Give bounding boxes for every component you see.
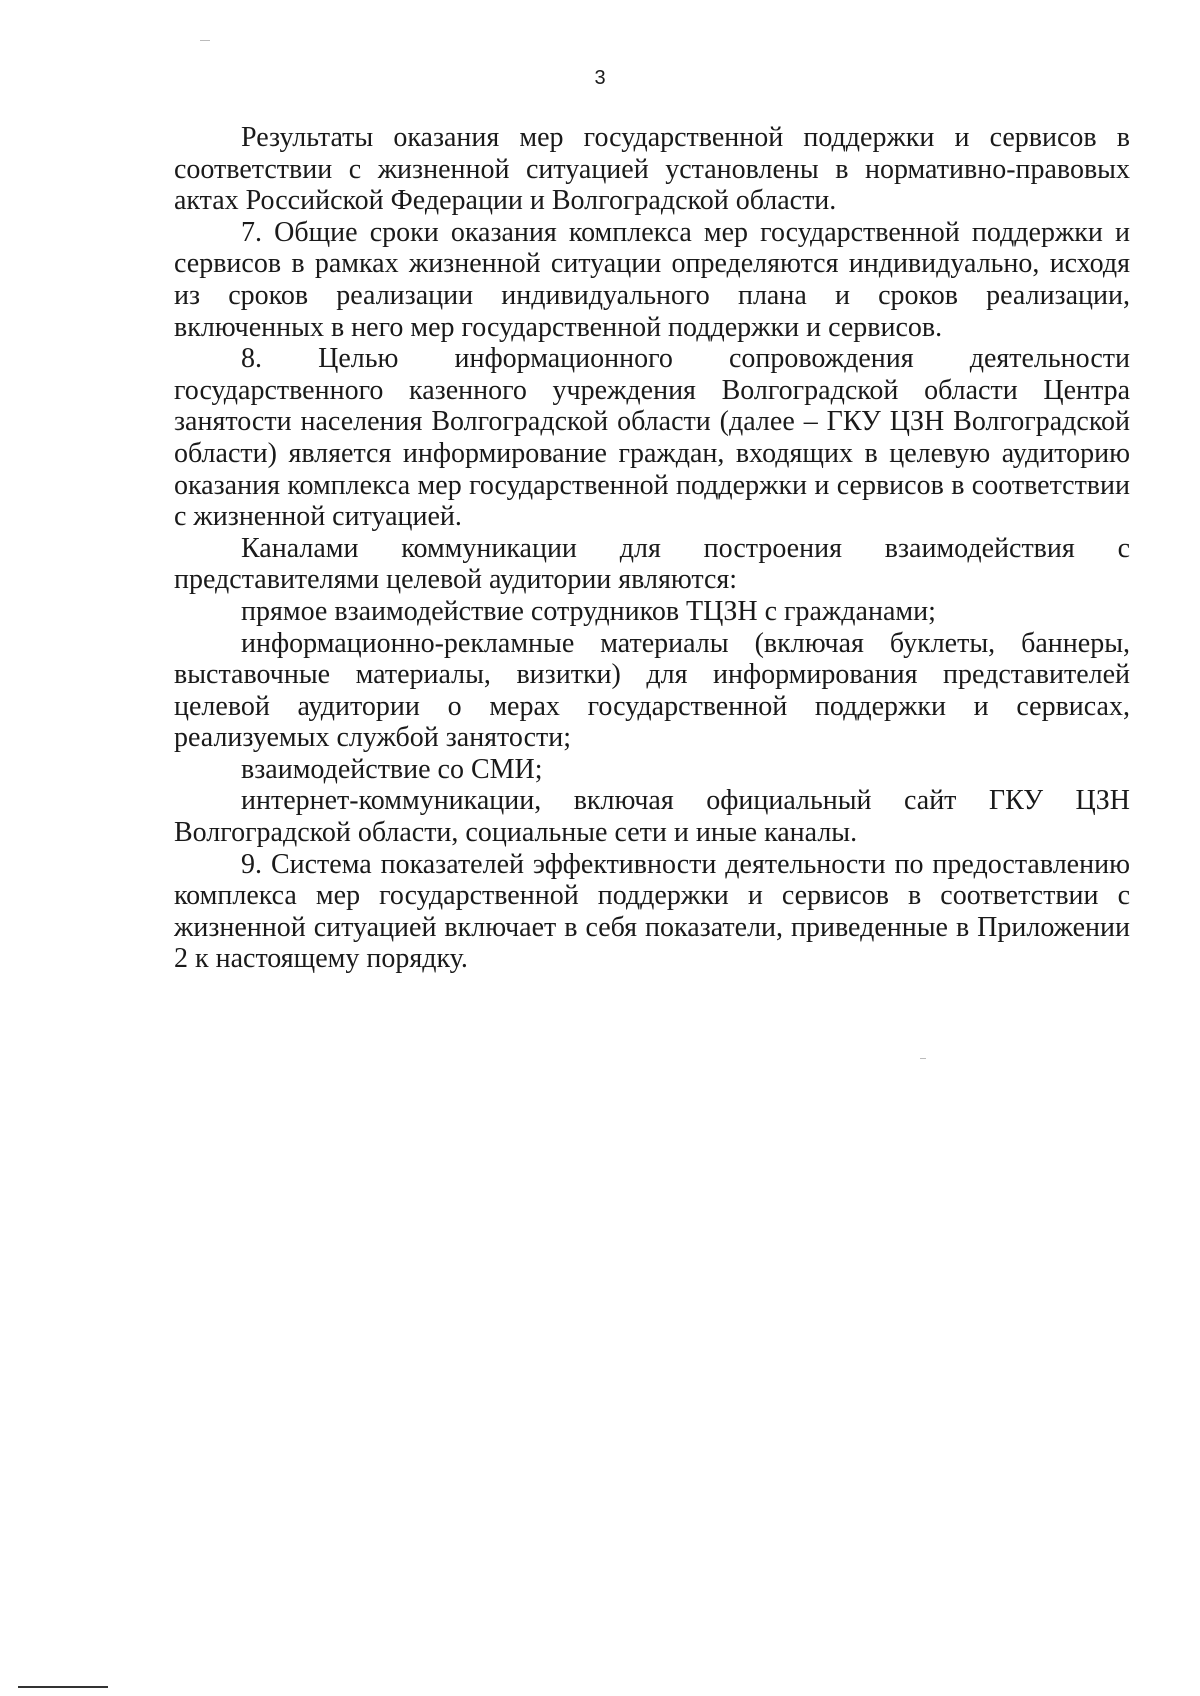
list-item-advertising-materials: информационно-рекламные материалы (включая буклеты, баннеры, выставочные материалы, визитки) для информирования представителей целевой аудитории о мерах государственной поддержки и сервисах, реализуемых службой занятости; xyxy=(174,627,1130,754)
paragraph-9-indicators: 9. Система показателей эффективности деятельности по предоставлению комплекса мер государственной поддержки и сервисов в соответствии с жизненной ситуацией включает в себя показатели, приведенные в Приложении 2 к настоящему порядку. xyxy=(174,848,1130,975)
paragraph-results: Результаты оказания мер государственной поддержки и сервисов в соответствии с жизненной ситуацией установлены в нормативно-правовых актах Российской Федерации и Волгоградской области. xyxy=(174,122,1130,217)
scan-speck xyxy=(920,1058,926,1059)
paragraph-channels-intro: Каналами коммуникации для построения взаимодействия с представителями целевой аудитории являются: xyxy=(174,532,1130,596)
list-item-direct-interaction: прямое взаимодействие сотрудников ТЦЗН с гражданами; xyxy=(241,595,936,627)
scan-speck xyxy=(200,40,210,41)
list-item-internet: интернет-коммуникации, включая официальный сайт ГКУ ЦЗН Волгоградской области, социальные сети и иные каналы. xyxy=(174,785,1130,849)
scan-artifact-line xyxy=(18,1686,108,1688)
paragraph-7-terms: 7. Общие сроки оказания комплекса мер государственной поддержки и сервисов в рамках жизненной ситуации определяются индивидуально, исходя из сроков реализации индивидуального плана и сроков реализации, включенных в него мер государственной поддержки и сервисов. xyxy=(174,216,1130,343)
paragraph-8-info-support: 8. Целью информационного сопровождения деятельности государственного казенного учреждения Волгоградской области Центра занятости населения Волгоградской области (далее – ГКУ ЦЗН Волгоградской области) является информирование граждан, входящих в целевую аудиторию оказания комплекса мер государственной поддержки и сервисов в соответствии с жизненной ситуацией. xyxy=(174,343,1130,533)
document-body xyxy=(174,122,1130,975)
page-number: 3 xyxy=(594,67,606,89)
list-item-media: взаимодействие со СМИ; xyxy=(241,753,543,785)
